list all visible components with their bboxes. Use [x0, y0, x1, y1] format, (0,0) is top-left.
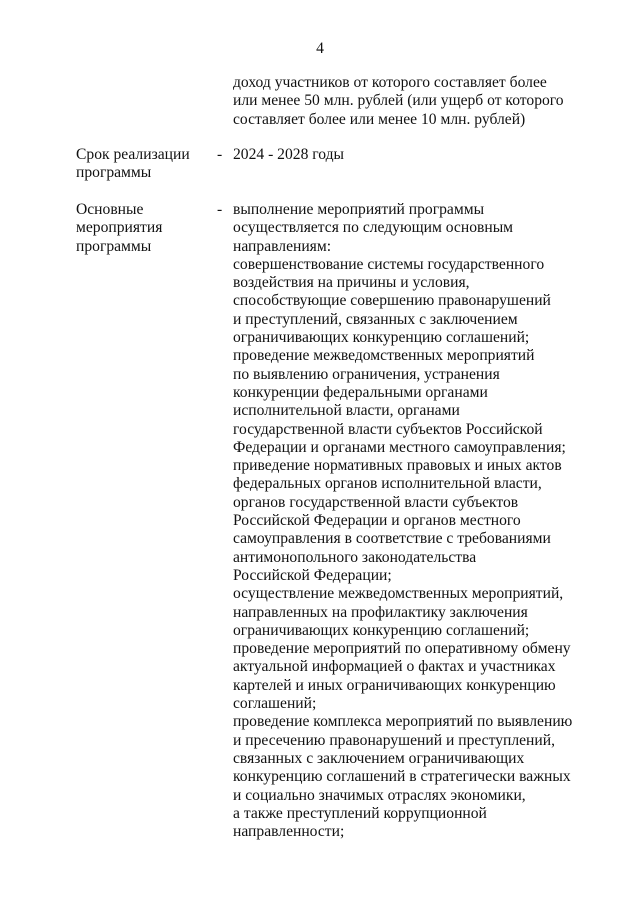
value-line: ограничивающих конкуренцию соглашений; [233, 621, 530, 639]
value-line: проведение комплекса мероприятий по выявлению [233, 713, 573, 731]
value-line: направлениям: [233, 237, 332, 255]
value-line: Российской Федерации; [233, 566, 392, 584]
value-line: федеральных органов исполнительной власти, [233, 475, 542, 493]
section-label [76, 146, 206, 183]
label-line: Срок реализации [76, 146, 190, 163]
label-line: Основные [76, 201, 144, 218]
value-line: Федерации и органами местного самоуправления; [233, 438, 566, 456]
value-line: соглашений; [233, 695, 317, 713]
value-line: направленности; [233, 823, 345, 841]
section-value [233, 201, 578, 841]
value-line: ограничивающих конкуренцию соглашений; [233, 329, 530, 347]
label-line: программы [76, 237, 152, 255]
value-line: исполнительной власти, органами [233, 402, 460, 420]
section-dash: - [217, 201, 223, 218]
value-line: проведение межведомственных мероприятий [233, 347, 535, 365]
value-line: самоуправления в соответствие с требованиями [233, 530, 551, 548]
value-line: картелей и иных ограничивающих конкуренцию [233, 676, 556, 694]
page-number: 4 [316, 40, 324, 57]
value-line: связанных с заключением ограничивающих [233, 749, 525, 767]
value-line: по выявлению ограничения, устранения [233, 365, 500, 383]
value-line: приведение нормативных правовых и иных актов [233, 457, 562, 475]
value-line: и социально значимых отраслях экономики, [233, 786, 526, 804]
label-line: мероприятия [76, 219, 163, 237]
value-line: 2024 - 2028 годы [233, 146, 345, 163]
value-line: способствующие совершению правонарушений [233, 292, 551, 310]
value-line: воздействия на причины и условия, [233, 274, 470, 292]
section-label [76, 201, 206, 256]
value-line: органов государственной власти субъектов [233, 493, 519, 511]
value-line: и преступлений, связанных с заключением [233, 310, 518, 328]
value-line: совершенствование системы государственного [233, 255, 545, 273]
value-line: а также преступлений коррупционной [233, 804, 487, 822]
value-line: осуществление межведомственных мероприятий, [233, 585, 564, 603]
continuation-line: составляет более или менее 10 млн. рублей) [233, 110, 526, 128]
value-line: проведение мероприятий по оперативному обмену [233, 640, 571, 658]
value-line: конкуренции федеральными органами [233, 383, 488, 401]
value-line: Российской Федерации и органов местного [233, 512, 521, 530]
continuation-line: или менее 50 млн. рублей (или ущерб от которого [233, 92, 564, 110]
value-line: и пресечению правонарушений и преступлений, [233, 731, 555, 749]
section-dash: - [217, 146, 223, 163]
continuation-line: доход участников от которого составляет более [233, 74, 547, 91]
value-line: выполнение мероприятий программы [233, 201, 485, 218]
label-line: программы [76, 164, 152, 182]
value-line: конкуренцию соглашений в стратегически важных [233, 768, 571, 786]
value-line: антимонопольного законодательства [233, 548, 477, 566]
value-line: осуществляется по следующим основным [233, 219, 514, 237]
value-line: государственной власти субъектов Российской [233, 420, 543, 438]
value-line: актуальной информацией о фактах и участниках [233, 658, 556, 676]
section-value [233, 146, 578, 164]
value-line: направленных на профилактику заключения [233, 603, 528, 621]
